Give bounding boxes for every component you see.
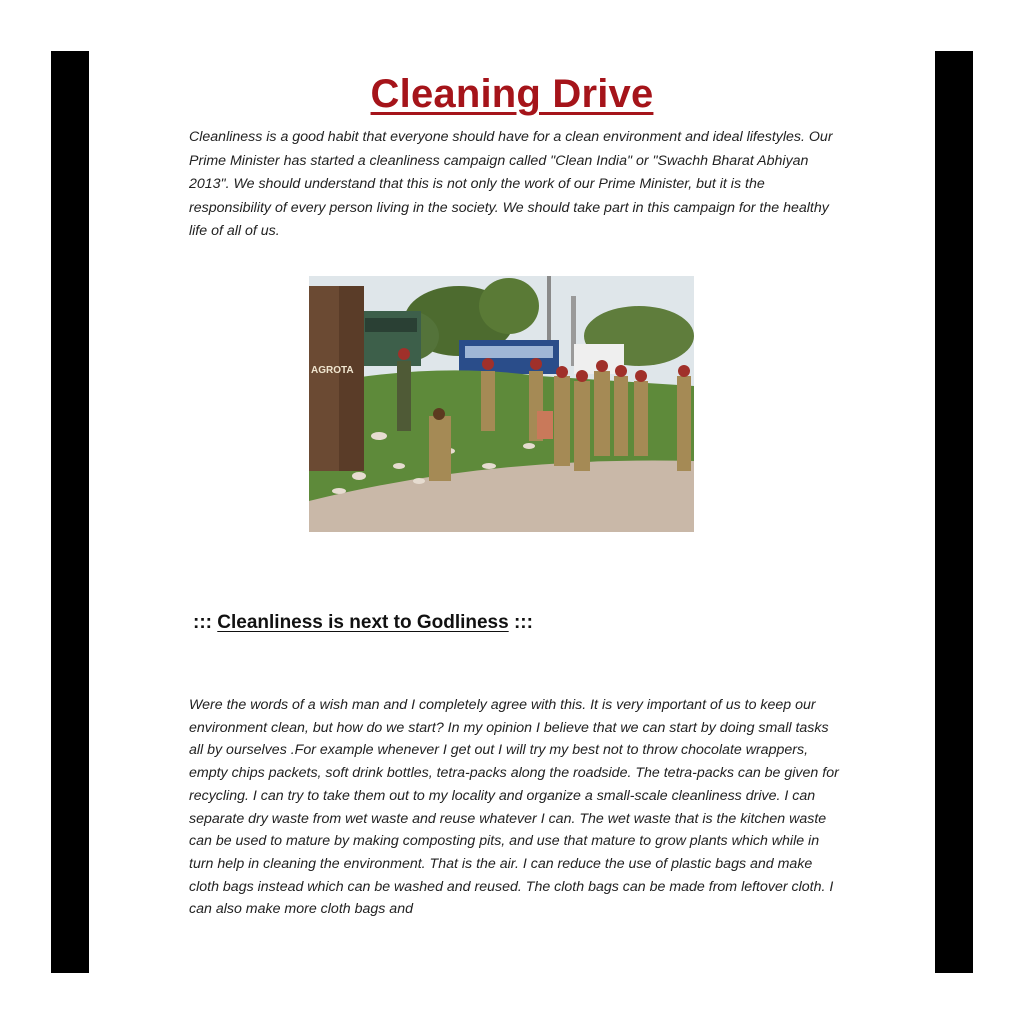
subheading-suffix: ::: — [513, 612, 533, 633]
subheading — [193, 612, 533, 634]
right-black-border — [935, 51, 973, 973]
page-title: Cleaning Drive — [370, 72, 654, 116]
body-paragraph: Were the words of a wish man and I completely agree with this. It is very important of us to keep our environment clean, but how do we start? In my opinion I believe that we can start by doing small tasks all by ourselves .For example whenever I get out I will try my best not to throw chocolate wrappers, empty chips packets, soft drink bottles, tetra-packs along the roadside. The tetra-packs can be given for recycling. I can try to take them out to my locality and organize a small-scale cleanliness drive. I can separate dry waste from wet waste and reuse whatever I can. The wet waste that is the kitchen waste can be used to mature by making composting pits, and use that mature to grow plants which while in turn help in cleaning the environment. That is the air. I can reduce the use of plastic bags and make cloth bags instead which can be washed and reused. The cloth bags can be made from leftover cloth. I can also make more cloth bags and — [189, 697, 839, 918]
subheading-prefix: ::: — [193, 612, 212, 633]
subheading-text: Cleanliness is next to Godliness — [217, 612, 509, 633]
intro-paragraph: Cleanliness is a good habit that everyone should have for a clean environment and ideal lifestyles. Our Prime Minister has started a cleanliness campaign called "Clean India" or "Swachh Bharat Abhiyan 2013". We should understand that this is not only the work of our Prime Minister, but it is the responsibility of every person living in the society. We should take part in this campaign for the healthy life of all of us. — [189, 129, 833, 239]
left-black-border — [51, 51, 89, 973]
document-page — [89, 51, 935, 973]
gate-sign-text: AGROTA — [311, 365, 354, 376]
cleaning-drive-photo — [309, 276, 694, 532]
